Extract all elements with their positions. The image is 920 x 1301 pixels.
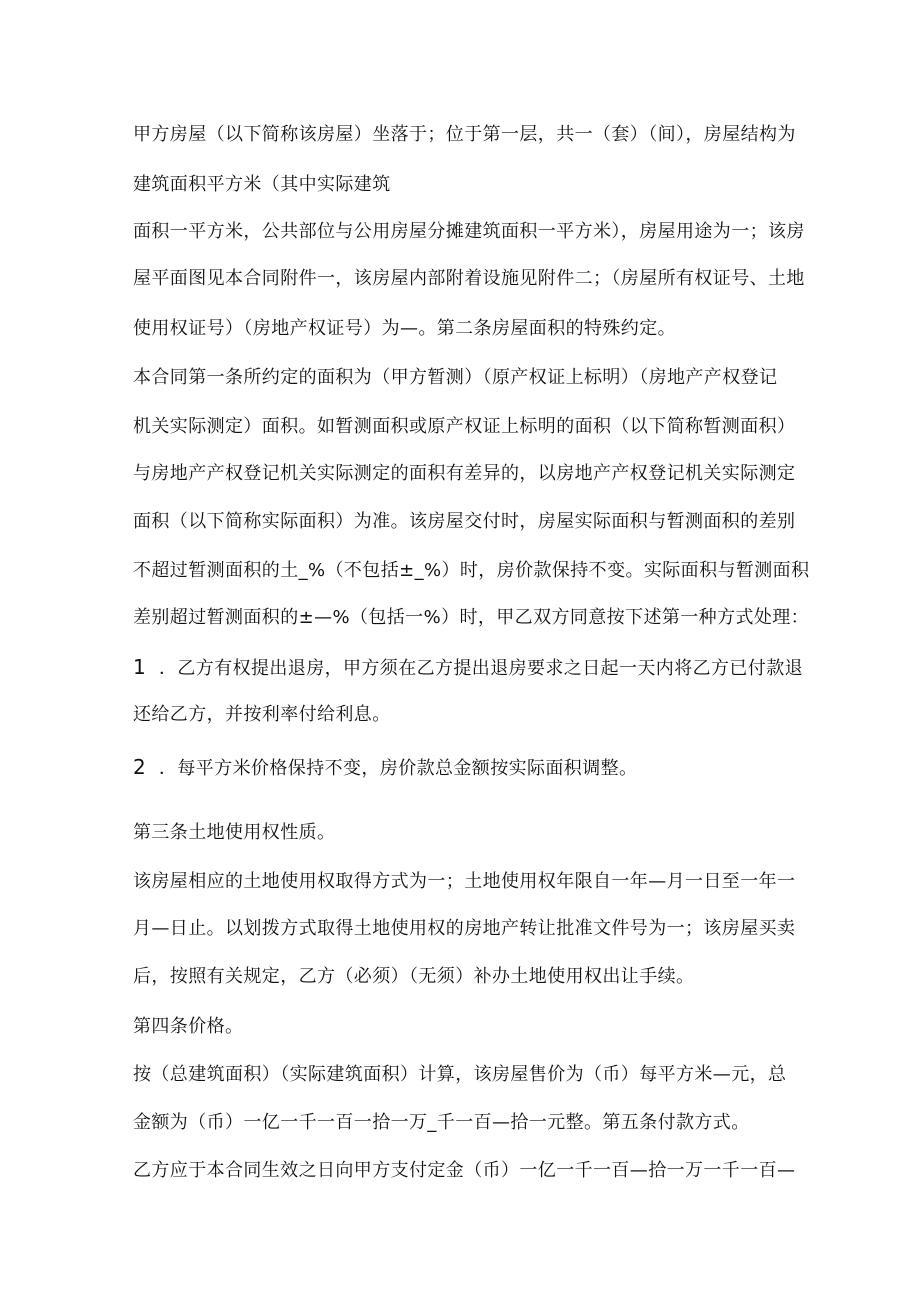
text-line: 乙方应于本合同生效之日向甲方支付定金（币）一亿一千一百—拾一万一千一百— [133, 1160, 796, 1181]
section-heading: 第四条价格。 [133, 1016, 244, 1037]
list-item-text: ．每平方米价格保持不变，房价款总金额按实际面积调整。 [159, 758, 638, 779]
text-line: 建筑面积平方米（其中实际建筑 [133, 174, 391, 195]
list-item-2 [133, 756, 637, 780]
text-line: 甲方房屋（以下简称该房屋）坐落于；位于第一层，共一（套）（间），房屋结构为 [133, 124, 796, 145]
section-heading: 第三条土地使用权性质。 [133, 822, 336, 843]
text-line: 面积一平方米，公共部位与公用房屋分摊建筑面积一平方米），房屋用途为一；该房 [133, 221, 805, 242]
list-number: 1 [133, 655, 147, 679]
text-line: 该房屋相应的土地使用权取得方式为一；土地使用权年限自一年—月一日至一年一 [133, 871, 796, 892]
text-line: 使用权证号）（房地产权证号）为—。第二条房屋面积的特殊约定。 [133, 318, 676, 339]
text-line: 金额为（币）一亿一千一百一拾一万_千一百—拾一元整。第五条付款方式。 [133, 1112, 750, 1133]
text-line: 面积（以下简称实际面积）为准。该房屋交付时，房屋实际面积与暂测面积的差别 [133, 511, 796, 532]
list-item-text: ．乙方有权提出退房，甲方须在乙方提出退房要求之日起一天内将乙方已付款退 [159, 658, 803, 679]
text-line: 屋平面图见本合同附件一，该房屋内部附着设施见附件二；（房屋所有权证号、土地 [133, 268, 805, 289]
text-line: 机关实际测定）面积。如暂测面积或原产权证上标明的面积（以下简称暂测面积） [133, 416, 796, 437]
text-line: 按（总建筑面积）（实际建筑面积）计算，该房屋售价为（币）每平方米—元，总 [133, 1064, 787, 1085]
text-line: 后，按照有关规定，乙方（必须）（无须）补办土地使用权出让手续。 [133, 966, 695, 987]
text-line: 与房地产产权登记机关实际测定的面积有差异的，以房地产产权登记机关实际测定 [133, 463, 796, 484]
text-line: 月—日止。以划拨方式取得土地使用权的房地产转让批准文件号为一；该房屋买卖 [133, 918, 796, 939]
list-item-1 [133, 656, 803, 680]
text-line: 差别超过暂测面积的±—%（包括一%）时，甲乙双方同意按下述第一种方式处理： [133, 607, 810, 628]
list-number: 2 [133, 755, 147, 779]
text-line: 还给乙方，并按利率付给利息。 [133, 704, 391, 725]
text-line: 不超过暂测面积的土_%（不包括±_%）时，房价款保持不变。实际面积与暂测面积 [133, 560, 810, 581]
text-line: 本合同第一条所约定的面积为（甲方暂测）（原产权证上标明）（房地产产权登记 [133, 367, 778, 388]
